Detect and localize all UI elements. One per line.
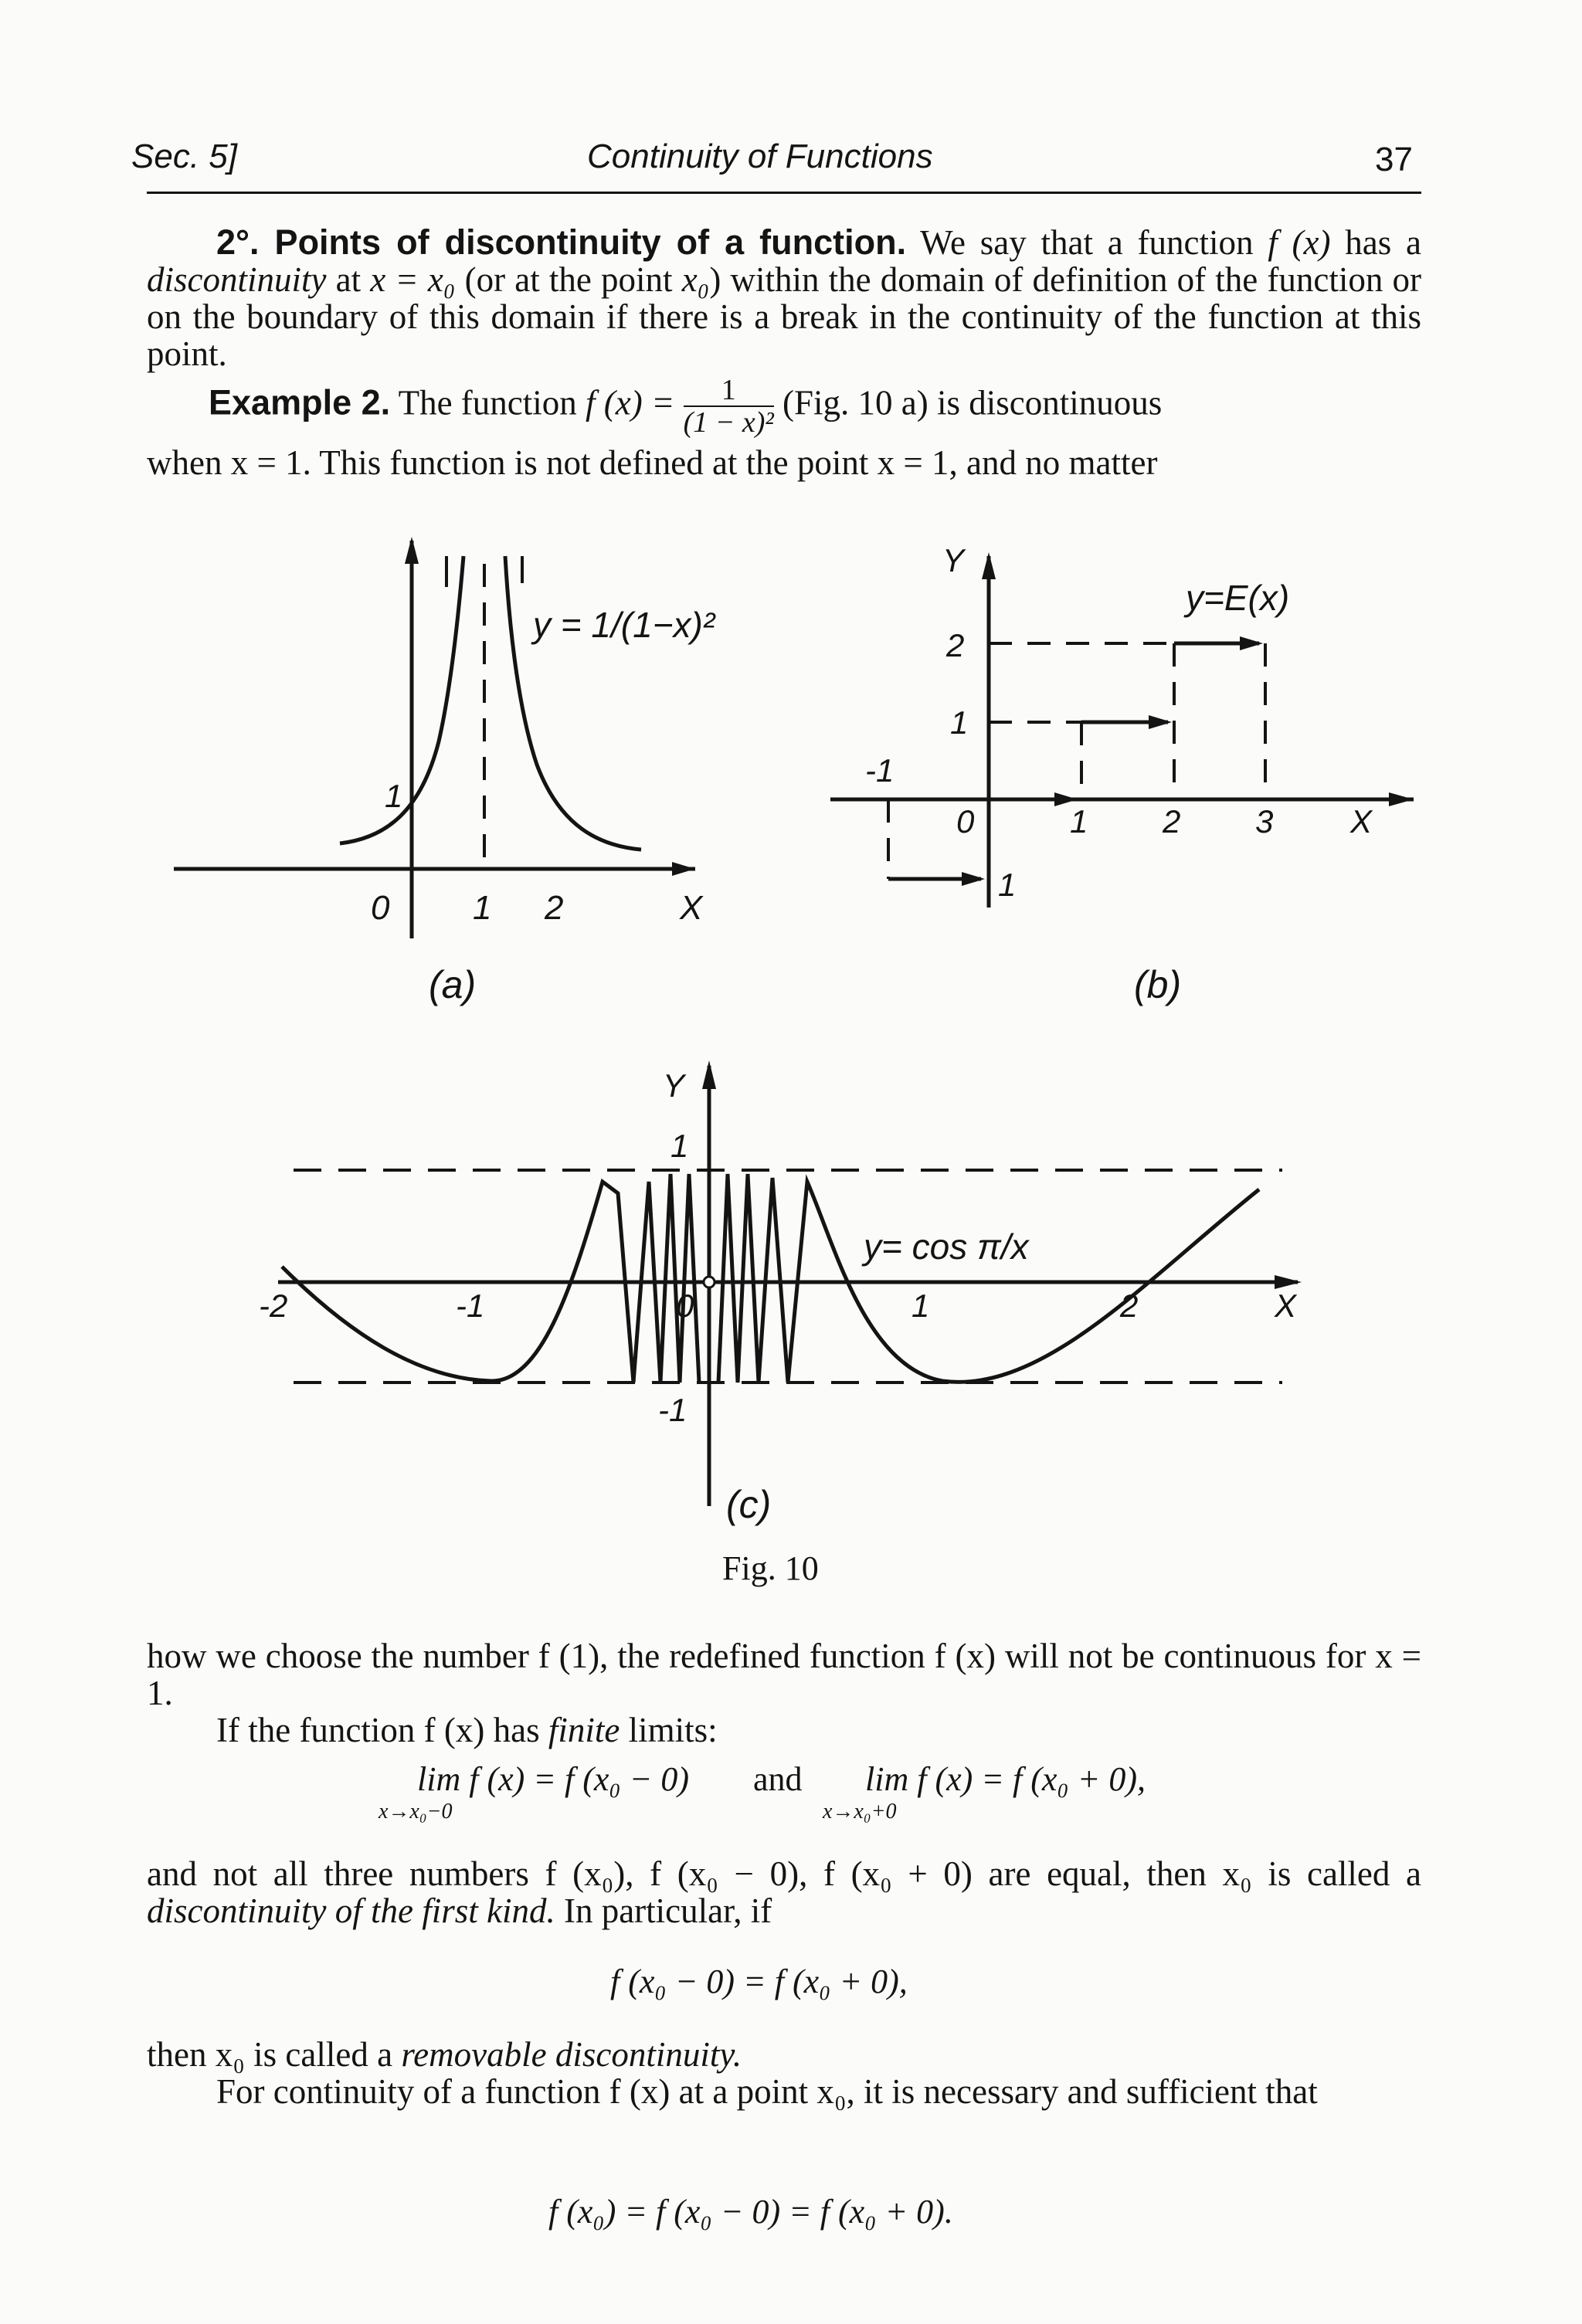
panel-c-axis-x: X xyxy=(1275,1288,1297,1324)
panel-a-x-arrow xyxy=(672,862,695,876)
limit-left-subscript: x→x₀−0 xyxy=(379,1800,453,1824)
example-label: Example 2. xyxy=(209,382,391,422)
section-label: Sec. 5] xyxy=(131,137,237,175)
example-2-line: Example 2. The function f (x) = $\frac{1}{\text{(1 − x)²}}$ (Fig. 10 a) is discontinuous xyxy=(209,374,1163,439)
limit-right: lim f (x) = f (x₀ + 0), xyxy=(865,1760,1146,1798)
panel-a-tick-1: 1 xyxy=(473,889,492,927)
panel-a-tick-y1: 1 xyxy=(385,778,403,814)
paragraph-discontinuity-definition: 2°. Points of discontinuity of a function. We say that a function f (x) has a discontinuity at x = x₀ (or at the point x₀) within the domain of definition of the function or on the boundary of this domain if there is a break in the continuity of the function at this point. xyxy=(147,222,1421,373)
panel-c-tick-neg2: -2 xyxy=(259,1288,288,1324)
term-finite: finite xyxy=(548,1711,620,1749)
term-first-kind: discontinuity of the first kind. xyxy=(147,1891,555,1930)
panel-a-y-arrow xyxy=(405,537,419,564)
panel-a-tick-2: 2 xyxy=(545,889,564,927)
panel-a-label: (a) xyxy=(429,963,477,1006)
paragraph-removable: then x₀ is called a removable discontinuity. For continuity of a function f (x) at a point x₀, it is necessary and sufficient that xyxy=(147,2035,1318,2111)
panel-b-tick-3: 3 xyxy=(1255,803,1274,840)
limit-left: lim f (x) = f (x₀ − 0) xyxy=(417,1760,690,1798)
panel-b-tick-neg-y: 1 xyxy=(998,867,1017,903)
panel-c-tick-2: 2 xyxy=(1120,1288,1139,1324)
paragraph-redefined: how we choose the number f (1), the redefined function f (x) will not be continuous for x = 1. xyxy=(147,1637,1421,1712)
panel-c-label: (c) xyxy=(726,1483,772,1526)
limit-and: and xyxy=(753,1760,803,1798)
panel-a-right-branch xyxy=(505,556,641,850)
panel-c-tick-0: 0 xyxy=(676,1288,694,1324)
panel-b-label: (b) xyxy=(1134,963,1182,1006)
header-rule xyxy=(147,192,1421,194)
panel-a-tick-0: 0 xyxy=(371,889,390,927)
panel-b-graph xyxy=(830,552,1414,908)
panel-c-tick-1: 1 xyxy=(912,1288,930,1324)
panel-c-graph xyxy=(278,1060,1302,1506)
panel-b-tick-2: 2 xyxy=(1163,803,1181,840)
panel-a-formula: y = 1/(1−x)² xyxy=(533,605,715,645)
panel-c-origin-hole xyxy=(704,1277,715,1288)
panel-b-axis-x: X xyxy=(1350,803,1373,840)
paragraph-first-kind: and not all three numbers f (x₀), f (x₀ − 0), f (x₀ + 0) are equal, then x₀ is called a discontinuity of the first kind. In particular, if xyxy=(147,1854,1421,1930)
panel-b-tick-neg1: -1 xyxy=(865,752,895,789)
equation-continuity: f (x₀) = f (x₀ − 0) = f (x₀ + 0). xyxy=(548,2193,953,2231)
running-title: Continuity of Functions xyxy=(587,137,933,175)
panel-b-tick-y1: 1 xyxy=(950,704,969,741)
section-heading: 2°. Points of discontinuity of a function. xyxy=(216,222,907,262)
panel-b-formula: y=E(x) xyxy=(1186,578,1290,618)
panel-c-tick-yneg1: -1 xyxy=(658,1392,687,1428)
panel-b-x-arrow xyxy=(1389,792,1414,806)
panel-c-formula: y= cos π/x xyxy=(864,1226,1029,1267)
page-number: 37 xyxy=(1375,141,1413,178)
term-discontinuity: discontinuity xyxy=(147,260,327,299)
panel-c-right-curve xyxy=(718,1174,1259,1383)
panel-a-axis-x: X xyxy=(680,889,703,927)
panel-c-left-curve xyxy=(282,1174,699,1383)
panel-c-tick-neg1: -1 xyxy=(456,1288,485,1324)
panel-b-tick-0: 0 xyxy=(956,803,975,840)
example-2-line-2: when x = 1. This function is not defined at the point x = 1, and no matter xyxy=(147,443,1158,482)
figure-caption: Fig. 10 xyxy=(722,1549,819,1587)
figure-10 xyxy=(0,510,1582,1606)
panel-b-y-arrow xyxy=(982,552,996,579)
panel-b-axis-y: Y xyxy=(942,542,965,578)
limit-right-subscript: x→x₀+0 xyxy=(823,1800,897,1824)
panel-c-y-arrow xyxy=(702,1060,716,1089)
panel-b-tick-y2: 2 xyxy=(946,627,965,663)
paragraph-finite-limits: If the function f (x) has finite limits: xyxy=(216,1711,718,1749)
panel-a-graph xyxy=(174,537,695,938)
panel-b-tick-1: 1 xyxy=(1070,803,1088,840)
panel-c-tick-y1: 1 xyxy=(670,1128,689,1164)
fraction: $\frac{1}{\text{(1 − x)²}}$ xyxy=(683,374,774,439)
panel-c-axis-y: Y xyxy=(663,1067,685,1104)
equation-removable: f (x₀ − 0) = f (x₀ + 0), xyxy=(610,1963,908,2000)
term-removable: removable discontinuity. xyxy=(401,2035,742,2074)
